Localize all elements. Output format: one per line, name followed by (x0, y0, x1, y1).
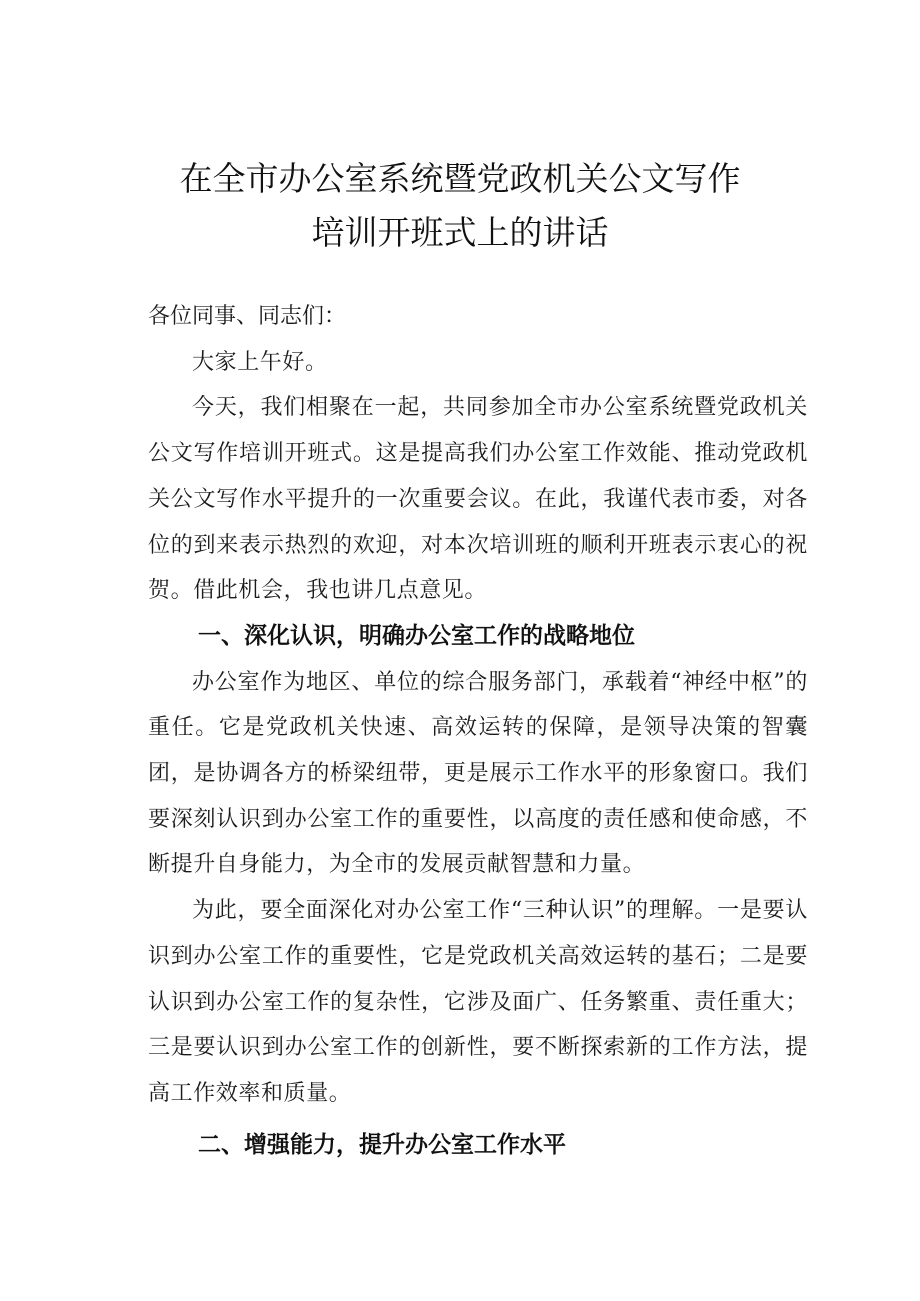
intro-paragraph: 今天，我们相聚在一起，共同参加全市办公室系统暨党政机关公文写作培训开班式。这是提高我们办公室工作效能、推动党政机关公文写作水平提升的一次重要会议。在此，我谨代表市委，对各位的到来表示热烈的欢迎，对本次培训班的顺利开班表示衷心的祝贺。借此机会，我也讲几点意见。 (148, 395, 808, 604)
title-line-1: 在全市办公室系统暨党政机关公文写作 (179, 159, 741, 198)
section1-paragraph-1: 办公室作为地区、单位的综合服务部门，承载着“神经中枢”的重任。它是党政机关快速、高效运转的保障，是领导决策的智囊团，是协调各方的桥梁纽带，更是展示工作水平的形象窗口。我们要深刻认识到办公室工作的重要性，以高度的责任感和使命感，不断提升自身能力，为全市的发展贡献智慧和力量。 (148, 669, 808, 878)
title-line-2: 培训开班式上的讲话 (311, 213, 609, 252)
opening-paragraph: 大家上午好。 (192, 349, 328, 375)
section-heading-2: 二、增强能力，提升办公室工作水平 (198, 1131, 566, 1158)
section-heading-1: 一、深化认识，明确办公室工作的战略地位 (198, 622, 635, 649)
document-title (0, 152, 920, 260)
section1-paragraph-2: 为此，要全面深化对办公室工作“三种认识”的理解。一是要认识到办公室工作的重要性，它是党政机关高效运转的基石；二是要认识到办公室工作的复杂性，它涉及面广、任务繁重、责任重大；三是要认识到办公室工作的创新性，要不断探索新的工作方法，提高工作效率和质量。 (148, 898, 808, 1106)
greeting: 各位同事、同志们： (148, 304, 347, 329)
document-body (148, 294, 808, 1168)
